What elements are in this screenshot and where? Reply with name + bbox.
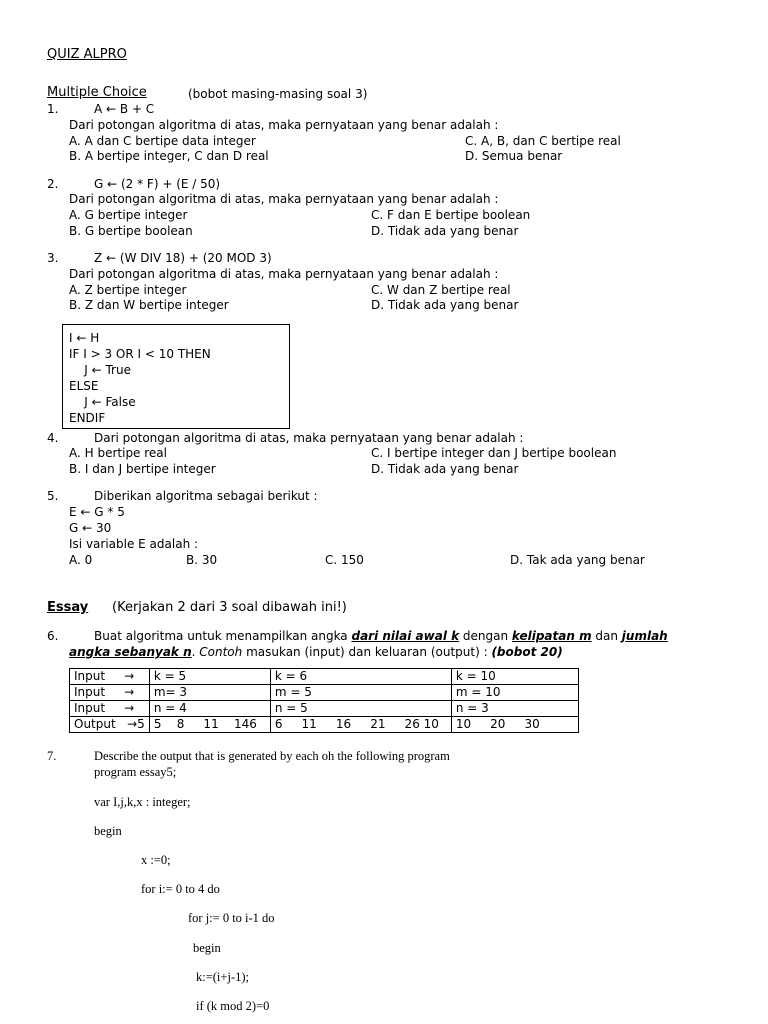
table-cell: 10 20 30 (451, 717, 578, 733)
q5-prompt: Diberikan algoritma sebagai berikut : (94, 489, 318, 503)
q2-statement: G ← (2 * F) + (E / 50) (94, 177, 221, 191)
q7-line5: x :=0; (141, 853, 171, 867)
essay-note: (Kerjakan 2 dari 3 soal dibawah ini!) (112, 600, 347, 615)
q4-number: 4. (47, 431, 59, 445)
q1-statement: A ← B + C (94, 102, 155, 116)
table-cell: m= 3 (149, 685, 270, 701)
q7-line7: for j:= 0 to i-1 do (188, 911, 275, 925)
q7-number: 7. (47, 749, 57, 763)
code-line: IF I > 3 OR I < 10 THEN (69, 347, 211, 361)
code-line: J ← False (69, 395, 136, 409)
mc-heading-text: Multiple Choice (47, 85, 147, 100)
table-cell: n = 4 (149, 701, 270, 717)
q6-number: 6. (47, 629, 59, 643)
q4-option-d: D. Tidak ada yang benar (371, 462, 519, 476)
table-cell: m = 5 (270, 685, 451, 701)
q2-option-c: C. F dan E bertipe boolean (371, 208, 531, 222)
q7-line3: var I,j,k,x : integer; (94, 795, 191, 809)
q5-option-b: B. 30 (186, 553, 218, 567)
table-cell: n = 5 (270, 701, 451, 717)
q5-option-c: C. 150 (325, 553, 364, 567)
q5-option-d: D. Tak ada yang benar (510, 553, 645, 567)
q3-option-a: A. Z bertipe integer (69, 283, 187, 297)
q3-statement: Z ← (W DIV 18) + (20 MOD 3) (94, 251, 272, 265)
q1-prompt: Dari potongan algoritma di atas, maka pernyataan yang benar adalah : (69, 118, 499, 132)
q7-line9: k:=(i+j-1); (196, 970, 249, 984)
q3-option-d: D. Tidak ada yang benar (371, 298, 519, 312)
q6-line1 (94, 629, 668, 644)
q5-option-a: A. 0 (69, 553, 93, 567)
q6-text: dengan (459, 629, 512, 643)
q3-prompt: Dari potongan algoritma di atas, maka pernyataan yang benar adalah : (69, 267, 499, 281)
q3-option-b: B. Z dan W bertipe integer (69, 298, 229, 312)
table-cell: n = 3 (451, 701, 578, 717)
table-cell: k = 5 (149, 669, 270, 685)
table-cell: Input → (70, 685, 150, 701)
table-cell: Input → (70, 669, 150, 685)
code-box (62, 324, 290, 429)
q2-prompt: Dari potongan algoritma di atas, maka pernyataan yang benar adalah : (69, 192, 499, 206)
table-cell: k = 6 (270, 669, 451, 685)
mc-note: (bobot masing-masing soal 3) (188, 87, 368, 101)
q6-text: . (191, 645, 200, 659)
q1-option-b: B. A bertipe integer, C dan D real (69, 149, 269, 163)
table-cell: k = 10 (451, 669, 578, 685)
q6-text: Buat algoritma untuk menampilkan angka (94, 629, 352, 643)
q6-contoh: Contoh (199, 645, 243, 659)
q4-option-c: C. I bertipe integer dan J bertipe boolean (371, 446, 617, 460)
mc-heading (47, 85, 147, 100)
q4-prompt: Dari potongan algoritma di atas, maka pernyataan yang benar adalah : (94, 431, 524, 445)
q6-emph-jumlah: jumlah (621, 629, 668, 643)
q2-option-b: B. G bertipe boolean (69, 224, 193, 238)
q7-line2: program essay5; (94, 765, 177, 779)
table-row (70, 669, 579, 685)
table-cell: 5 8 11 146 (149, 717, 270, 733)
table-row (70, 717, 579, 733)
q5-line1: E ← G * 5 (69, 505, 125, 519)
q1-option-d: D. Semua benar (465, 149, 563, 163)
code-line: ENDIF (69, 411, 106, 425)
table-cell: m = 10 (451, 685, 578, 701)
io-table (69, 668, 579, 733)
q6-text: dan (591, 629, 622, 643)
q5-line3: Isi variable E adalah : (69, 537, 199, 551)
q7-line4: begin (94, 824, 122, 838)
q6-emph-sebanyak: angka sebanyak n (69, 645, 192, 659)
q7-line6: for i:= 0 to 4 do (141, 882, 220, 896)
q4-option-b: B. I dan J bertipe integer (69, 462, 216, 476)
q7-line8: begin (193, 941, 221, 955)
q1-number: 1. (47, 102, 59, 116)
q6-line2 (69, 645, 563, 660)
table-row (70, 685, 579, 701)
table-cell: 6 11 16 21 26 10 (270, 717, 451, 733)
table-row (70, 701, 579, 717)
q5-line2: G ← 30 (69, 521, 112, 535)
q7-line1: Describe the output that is generated by each oh the following program (94, 749, 450, 763)
q5-number: 5. (47, 489, 59, 503)
table-cell: Output →5 (70, 717, 150, 733)
q4-option-a: A. H bertipe real (69, 446, 167, 460)
q6-emph-kelipatan: kelipatan m (511, 629, 592, 643)
q3-option-c: C. W dan Z bertipe real (371, 283, 511, 297)
q2-option-a: A. G bertipe integer (69, 208, 188, 222)
q3-number: 3. (47, 251, 59, 265)
code-line: J ← True (69, 363, 131, 377)
q6-text: masukan (input) dan keluaran (output) : (242, 645, 492, 659)
q1-option-c: C. A, B, dan C bertipe real (465, 134, 621, 148)
code-line: I ← H (69, 331, 100, 345)
q1-option-a: A. A dan C bertipe data integer (69, 134, 256, 148)
q2-number: 2. (47, 177, 59, 191)
page-title: QUIZ ALPRO (47, 47, 127, 62)
essay-heading: Essay (47, 600, 89, 615)
q6-emph-awal: dari nilai awal k (351, 629, 460, 643)
q7-line10: if (k mod 2)=0 (196, 999, 270, 1013)
q2-option-d: D. Tidak ada yang benar (371, 224, 519, 238)
table-cell: Input → (70, 701, 150, 717)
q6-bobot: (bobot 20) (491, 645, 563, 659)
code-line: ELSE (69, 379, 99, 393)
